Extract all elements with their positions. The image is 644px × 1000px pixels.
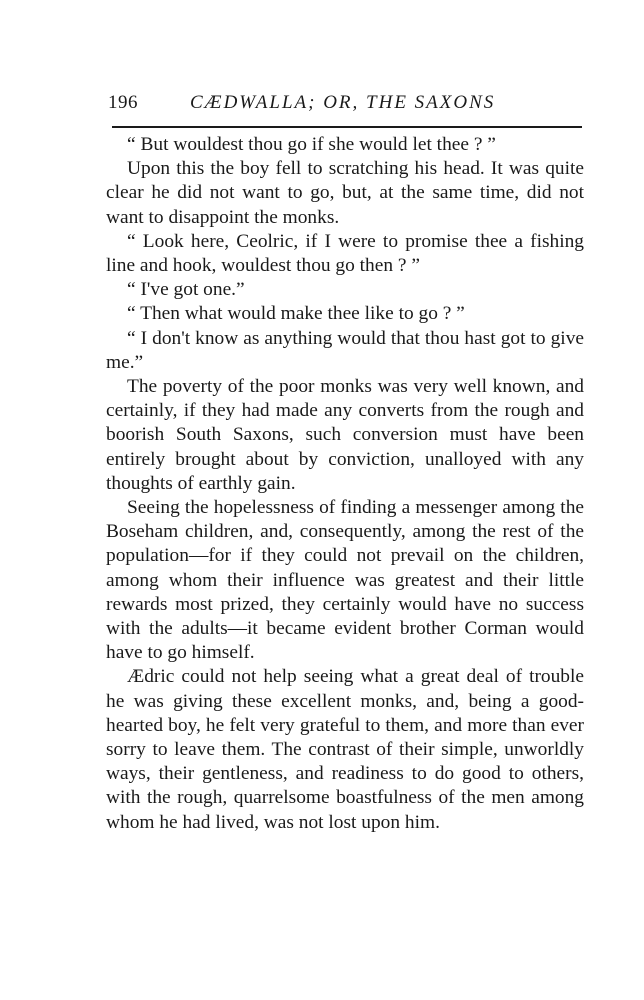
paragraph: Seeing the hopelessness of finding a messenger among the Boseham children, and, consequently, among the rest of the population—for if they could not prevail on the children, among whom their influence was greatest and their little rewards most prized, they certainly would have no success with the adults—it became evident brother Corman would have to go himself.	[106, 497, 584, 664]
paragraph: “ Then what would make thee like to go ? ”	[127, 303, 465, 325]
paragraph: Ædric could not help seeing what a great deal of trouble he was giving these excellent monks, and, being a good-hearted boy, he felt very grateful to them, and more than ever sorry to leave them. The contrast of their simple, unworldly ways, their gentleness, and readiness to do good to others, with the rough, quarrelsome boastfulness of the men among whom he had lived, was not lost upon him.	[106, 666, 584, 833]
paragraph: “ I don't know as anything would that thou hast got to give me.”	[106, 327, 584, 373]
header-rule	[112, 126, 582, 128]
paragraph: Upon this the boy fell to scratching his head. It was quite clear he did not want to go, but, at the same time, did not want to disappoint the monks.	[106, 158, 584, 228]
page-number: 196	[108, 92, 138, 113]
paragraph: “ But wouldest thou go if she would let thee ? ”	[127, 134, 496, 155]
paragraph: The poverty of the poor monks was very well known, and certainly, if they had made any converts from the rough and boorish South Saxons, such conversion must have been entirely brought about by conviction, unalloyed with any thoughts of earthly gain.	[106, 376, 584, 494]
page-header	[108, 88, 582, 118]
running-title: CÆDWALLA; OR, THE SAXONS	[190, 92, 496, 113]
body-text	[106, 133, 584, 835]
paragraph: “ Look here, Ceolric, if I were to promise thee a fishing line and hook, wouldest thou go then ? ”	[106, 230, 584, 277]
paragraph: “ I've got one.”	[127, 279, 245, 301]
